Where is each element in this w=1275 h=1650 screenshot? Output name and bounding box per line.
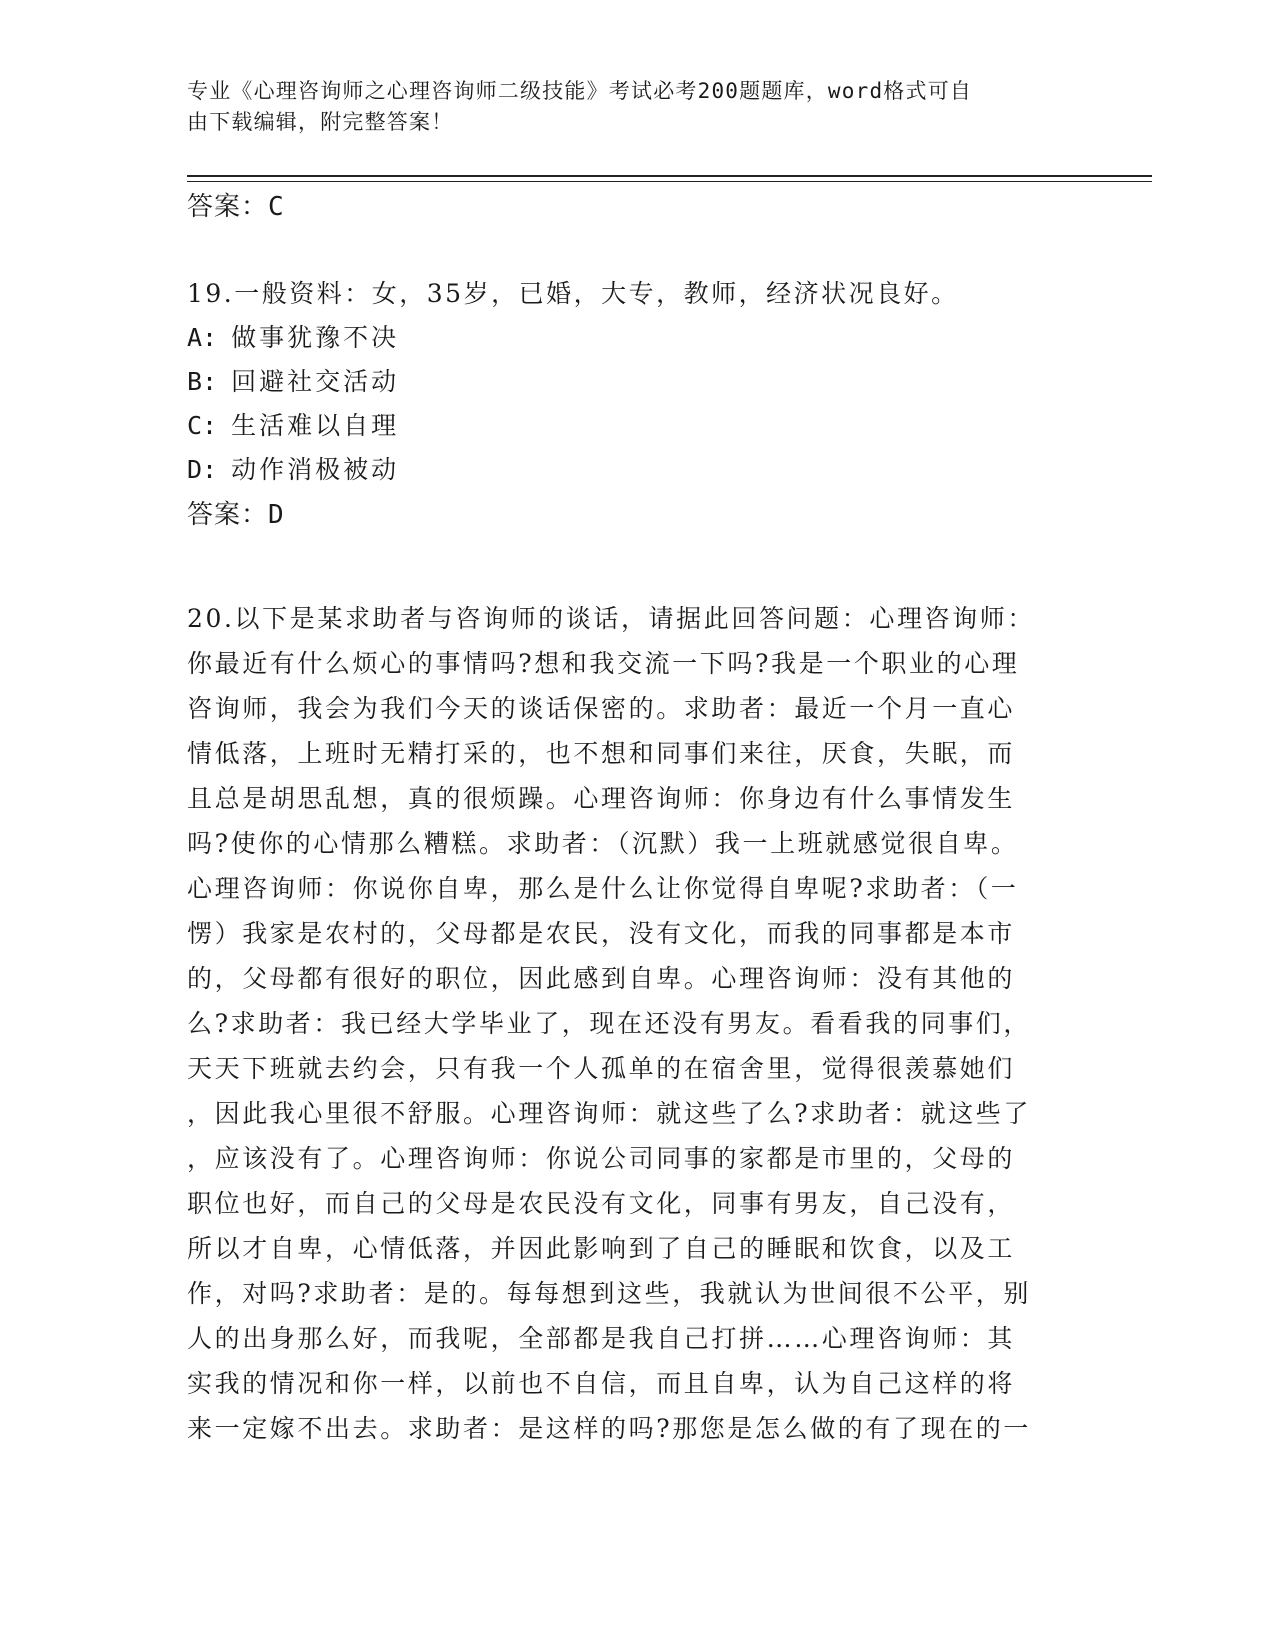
answer-value: D (268, 500, 285, 530)
question-19-stem: 19.一般资料：女，35岁，已婚，大专，教师，经济状况良好。 (187, 279, 959, 308)
header-divider-thick (187, 175, 1152, 177)
passage-line: 职位也好，而自己的父母是农民没有文化，同事有男友，自己没有， (187, 1189, 1016, 1218)
option-label: C: (187, 411, 218, 440)
document-header (187, 76, 1067, 138)
option-c (187, 406, 399, 442)
option-label: A: (187, 323, 218, 352)
passage-line: 吗?使你的心情那么糟糕。求助者：（沉默）我一上班就感觉很自卑。 (187, 829, 1019, 858)
option-text: 做事犹豫不决 (231, 323, 400, 352)
header-line-1: 专业《心理咨询师之心理咨询师二级技能》考试必考200题题库，word格式可自 (187, 79, 973, 103)
answer-value: C (268, 192, 285, 222)
passage-line: 的，父母都有很好的职位，因此感到自卑。心理咨询师：没有其他的 (187, 964, 1016, 993)
question-20-passage (187, 596, 1077, 1451)
passage-line: 心理咨询师：你说你自卑，那么是什么让你觉得自卑呢?求助者：（一 (187, 874, 1019, 903)
passage-line: 天天下班就去约会，只有我一个人孤单的在宿舍里，觉得很羡慕她们 (187, 1054, 1016, 1083)
passage-line: 且总是胡思乱想，真的很烦躁。心理咨询师：你身边有什么事情发生 (187, 784, 1016, 813)
passage-line: 么?求助者：我已经大学毕业了，现在还没有男友。看看我的同事们， (187, 1009, 1032, 1038)
passage-line: 你最近有什么烦心的事情吗?想和我交流一下吗?我是一个职业的心理 (187, 649, 1020, 678)
passage-line: 20.以下是某求助者与咨询师的谈话，请据此回答问题：心理咨询师： (187, 604, 1035, 633)
passage-line: 所以才自卑，心情低落，并因此影响到了自己的睡眠和饮食，以及工 (187, 1234, 1016, 1263)
header-line-2: 由下载编辑，附完整答案！ (187, 110, 454, 134)
answer-label: 答案： (187, 500, 269, 530)
option-text: 回避社交活动 (231, 367, 400, 396)
option-a (187, 318, 399, 354)
answer-19 (187, 494, 285, 531)
passage-line: 人的出身那么好，而我呢，全部都是我自己打拼……心理咨询师：其 (187, 1324, 1016, 1353)
passage-line: 情低落，上班时无精打采的，也不想和同事们来往，厌食，失眠，而 (187, 739, 1016, 768)
passage-line: 来一定嫁不出去。求助者：是这样的吗?那您是怎么做的有了现在的一 (187, 1414, 1032, 1443)
option-text: 动作消极被动 (231, 455, 400, 484)
passage-line: 咨询师，我会为我们今天的谈话保密的。求助者：最近一个月一直心 (187, 694, 1016, 723)
option-text: 生活难以自理 (231, 411, 400, 440)
header-divider-thin (187, 181, 1152, 182)
passage-line: 愣）我家是农村的，父母都是农民，没有文化，而我的同事都是本市 (187, 919, 1016, 948)
passage-line: 实我的情况和你一样，以前也不自信，而且自卑，认为自己这样的将 (187, 1369, 1016, 1398)
option-label: B: (187, 367, 218, 396)
passage-line: ，因此我心里很不舒服。心理咨询师：就这些了么?求助者：就这些了 (187, 1099, 1032, 1128)
option-label: D: (187, 455, 218, 484)
passage-line: ，应该没有了。心理咨询师：你说公司同事的家都是市里的，父母的 (187, 1144, 1016, 1173)
option-b (187, 362, 399, 398)
answer-18 (187, 186, 285, 223)
option-d (187, 450, 399, 486)
passage-line: 作，对吗?求助者：是的。每每想到这些，我就认为世间很不公平，别 (187, 1279, 1032, 1308)
answer-label: 答案： (187, 192, 269, 222)
